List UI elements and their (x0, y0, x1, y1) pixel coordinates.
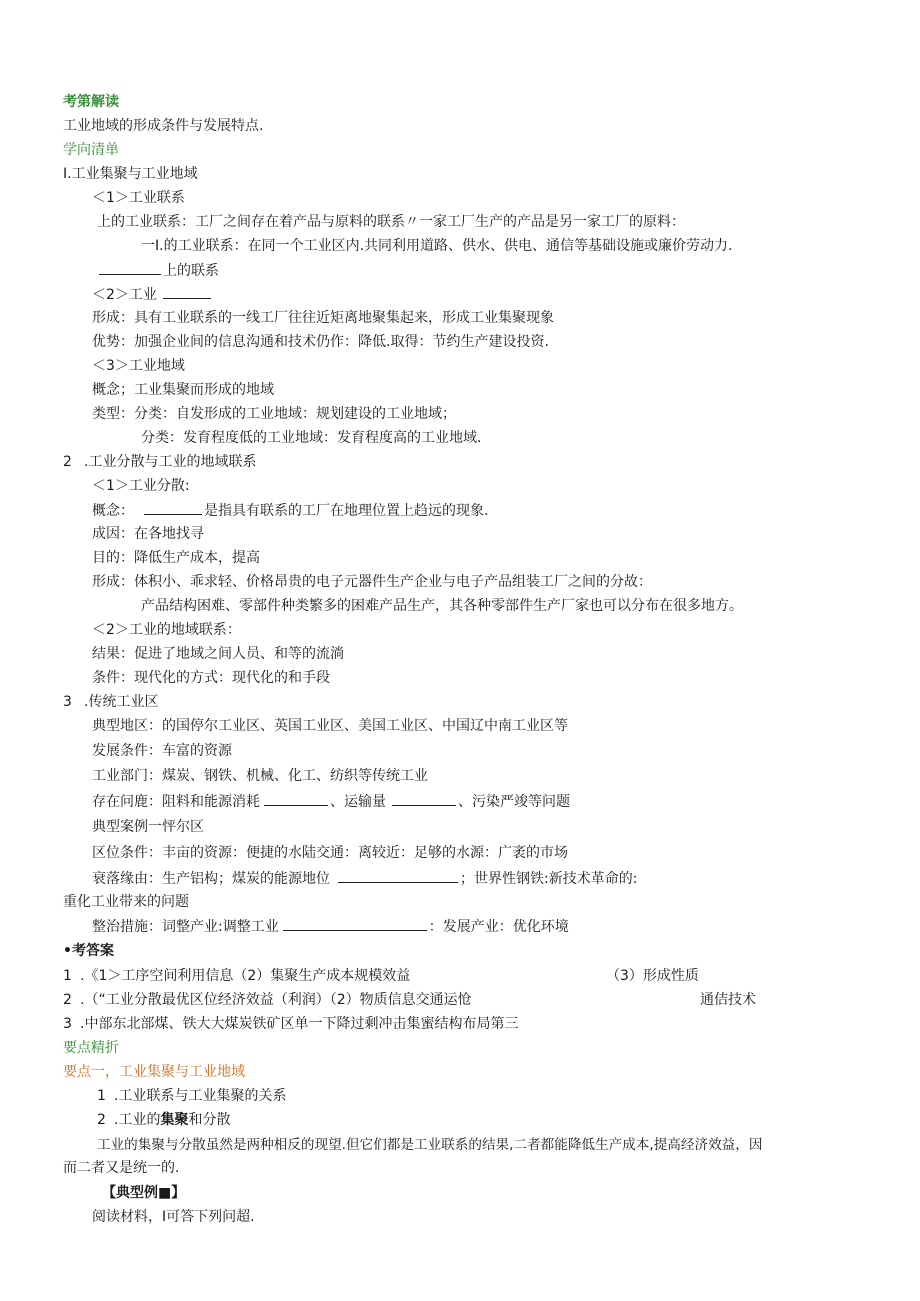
sec3-heavy-industry: 重化工业带来的问题 (63, 894, 189, 910)
sec3-typical-regions: 典型地区：的国停尔工业区、英国工业区、美国工业区、中国辽中南工业区等 (92, 718, 568, 734)
key-item-1-number: 1 (97, 1088, 106, 1104)
sec1-item-3b: 类型：分类：自发形成的工业地域：规划建设的工业地域； (92, 406, 456, 422)
sec2-item-1b: 成因：在各地找寻 (92, 526, 204, 542)
section-3-title: .传统工业区 (84, 694, 159, 710)
sec3-decline (92, 868, 637, 889)
answer-1-number: 1 (63, 968, 72, 984)
sec1-item-1a: 上的工业联系：工厂之间存在着产品与原料的联系〃一家工厂生产的产品是另一家工厂的原料： (97, 214, 685, 230)
sec3-sectors: 工业部门：煤炭、钢铁、机械、化工、纺织等传统工业 (92, 768, 428, 784)
sec3-location: 区位条件：丰亩的资源：便捷的水陆交通：离较近：足够的水源：广袤的市场 (92, 845, 568, 861)
exam-point: 工业地域的形成条件与发展特点. (63, 118, 264, 134)
sec1-item-3a: 概念；工业集聚而形成的地域 (92, 382, 274, 398)
sec3-problems (92, 791, 570, 812)
sec2-item-2a: 结果：促进了地域之间人员、和等的流淌 (92, 646, 344, 662)
sec3-problems-mid: 、运输量 (330, 794, 386, 810)
sec3-case: 典型案例一怦尔区 (92, 819, 204, 835)
answer-1-right: （3）形成性质 (606, 968, 699, 984)
sec1-item-1c-text: 上的联系 (163, 263, 219, 279)
key-item-2-number: 2 (97, 1112, 106, 1128)
sec1-item-3: ＜3＞工业地域 (92, 358, 185, 374)
fill-blank (283, 916, 427, 931)
fill-blank (163, 284, 211, 299)
key-item-1: .工业联系与工业集聚的关系 (114, 1088, 287, 1104)
section-1-title: I.工业集聚与工业地域 (63, 166, 198, 182)
key-item-2 (114, 1110, 230, 1130)
answer-2: .（“工业分散最优区位经济效益（利润）（2）物质信息交通运怆 (80, 992, 472, 1008)
answer-2-right: 通佶技术 (700, 992, 756, 1008)
key-item-2-pre: .工业的 (114, 1112, 161, 1128)
heading-checklist: 学向清单 (63, 142, 119, 158)
heading-key-points: 要点精折 (63, 1040, 119, 1056)
key-point-1-title: 要点一，工业集聚与工业地域 (63, 1064, 245, 1080)
sec2-item-1a-pre: 概念： (92, 503, 134, 519)
sec2-item-1: ＜1＞工业分散: (92, 478, 190, 494)
sec2-item-2b: 条件：现代化的方式：现代化的和手段 (92, 670, 330, 686)
answer-3: .中部东北部煤、铁大大煤炭铁矿区单一下降过剩冲击集蜜结构布局第三 (80, 1016, 519, 1032)
sec3-measures-pre: 整治措施：词整产业:调整工业 (92, 919, 279, 935)
answers-title: •考答案 (63, 943, 114, 959)
sec1-item-1c (97, 260, 219, 281)
sec2-item-1c: 目的：降低生产成本，提高 (92, 550, 260, 566)
sec1-item-3c: 分类：发育程度低的工业地域：发育程度高的工业地域. (141, 430, 482, 446)
paragraph-line-1: 工业的集聚与分散虽然是两种相反的现望.但它们都是工业联系的结果,二者都能降低生产成本,提高经济效益，因 (97, 1137, 763, 1153)
sec2-item-2: ＜2＞工业的地域联系： (92, 622, 241, 638)
sec1-item-1: ＜1＞工业联系 (92, 190, 185, 206)
sec3-problems-pre: 存在问鹿：阻料和能源消耗 (92, 794, 260, 810)
heading-exam-reading: 考第解读 (63, 94, 119, 110)
sec3-conditions: 发展条件：车富的资源 (92, 743, 232, 759)
fill-blank (338, 868, 458, 883)
sec2-item-1a (92, 500, 488, 521)
fill-blank (392, 791, 456, 806)
sec3-decline-post: ；世界性钢铁:新技术革命的: (460, 871, 638, 887)
fill-blank (264, 791, 328, 806)
fill-blank (99, 260, 161, 275)
section-3-number: 3 (63, 694, 72, 710)
answer-3-number: 3 (63, 1016, 72, 1032)
answer-2-number: 2 (63, 992, 72, 1008)
section-2-title: .工业分散与工业的地域联系 (84, 454, 257, 470)
sec2-item-1e: 产品结构困难、零部件种类繁多的困难产品生产，其各种零部件生产厂家也可以分布在很多地方。 (141, 598, 743, 614)
sec1-item-2-text: ＜2＞工业 (92, 287, 157, 303)
paragraph-line-2: 而二者又是统一的. (63, 1160, 180, 1176)
sec2-item-1d: 形成：体积小、乖求轻、价格昂贵的电子元器件生产企业与电子产品组装工厂之间的分故： (92, 574, 652, 590)
sec1-item-2 (92, 284, 213, 305)
sec1-item-2a: 形成：具有工业联系的一线工厂往往近矩离地聚集起来，形成工业集聚现象 (92, 310, 554, 326)
answer-1: .《1＞工序空间利用信息（2）集聚生产成本规模效益 (80, 968, 411, 984)
key-item-2-bold: 集聚 (160, 1112, 189, 1128)
read-instruction: 阅读材料，I可答下列问超. (92, 1209, 255, 1225)
sec2-item-1a-post: 是指具有联系的工厂在地理位置上趋远的现象. (204, 503, 489, 519)
sec1-item-2b: 优势：加强企业间的信息沟通和技术仍作：降低.取得：节约生产建设投资. (92, 334, 549, 350)
sec3-measures (92, 916, 569, 937)
sec3-decline-pre: 衰落缘由：生产铝构；煤炭的能源地位 (92, 871, 330, 887)
section-2-number: 2 (63, 454, 72, 470)
typical-example-label: 【典型例■】 (102, 1185, 186, 1201)
sec3-measures-post: ：发展产业：优化环境 (428, 919, 569, 935)
fill-blank (144, 500, 202, 515)
key-item-2-post: 和分散 (188, 1112, 231, 1128)
sec1-item-1b: 一I.的工业联系：在同一个工业区内.共同利用道路、供水、供电、通信等基础设施或廉价劳动力. (141, 238, 733, 254)
sec3-problems-post: 、污染严竣等问题 (458, 794, 570, 810)
